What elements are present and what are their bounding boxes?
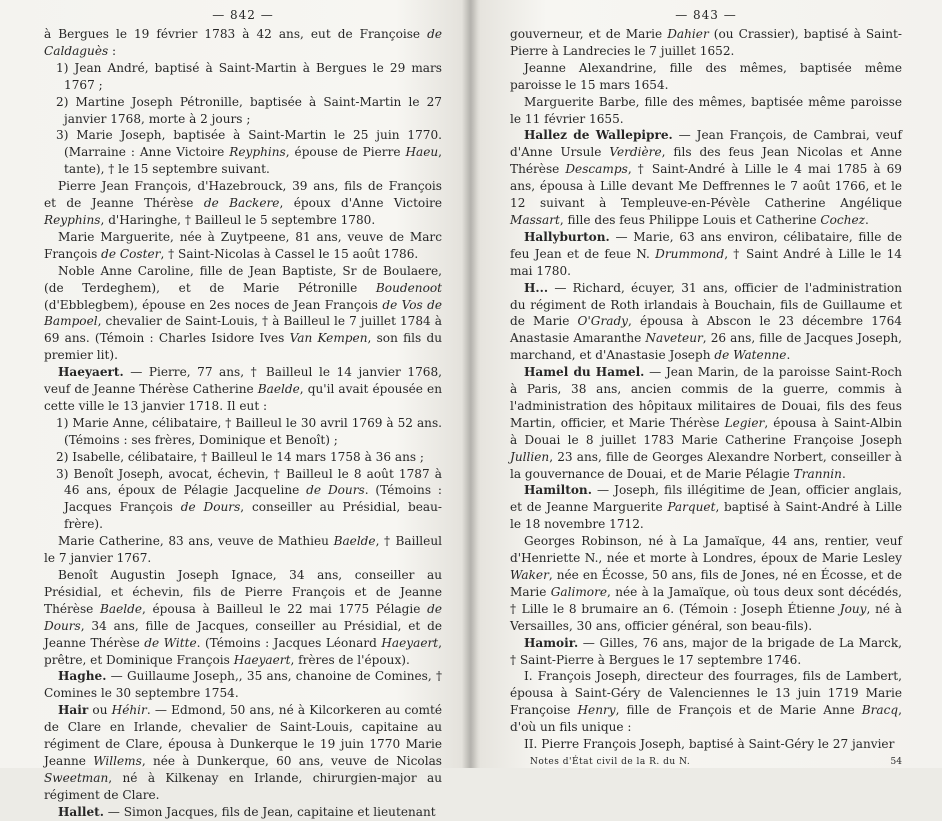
surname-text: Baelde [99,601,142,616]
book-gutter [462,0,478,768]
surname-text: Boudenoot [375,280,442,295]
text-run: (ou Crassier), baptisé à Saint-Pierre à Landrecies le 7 juillet 1652. [510,27,902,58]
text-run: Marguerite Barbe, fille des mêmes, baptisée même paroisse le 11 février 1655. [510,94,902,126]
surname-text: de Watenne [714,348,787,363]
text-run: — Gilles, 76 ans, major de la brigade de La Marck, † Saint-Pierre à Bergues le 17 septembre 1746. [510,635,902,667]
text-run: , né à Kilkenay en Irlande, chirurgien-major au régiment de Clare. [44,770,442,802]
text-run: — Simon Jacques, fils de Jean, capitaine et lieutenant [103,804,436,819]
text-run: — Guillaume Joseph,, 35 ans, chanoine de Comines, † Comines le 30 septembre 1754. [44,669,442,701]
surname-text: Massart [510,212,560,227]
text-run: (d'Ebblegbem), épouse en 2es noces de Jean François [44,297,383,312]
text-run: , † Saint André à Lille le 14 mai 1780. [510,246,902,278]
right-para [510,94,902,128]
surname-text: Dahier [667,27,709,41]
surname-text: de Caldaguès [44,27,442,58]
text-run: Jeanne Alexandrine, fille des mêmes, baptisée même paroisse le 15 mars 1654. [510,60,902,92]
right-entry-hamel [510,364,902,482]
text-run: . [841,466,846,481]
footer-note: Notes d'État civil de la R. du N. [530,756,691,767]
surname-text: Van Kempen [289,331,368,346]
surname-text: Baelde [257,382,300,397]
right-para [510,533,902,634]
page-footer [510,757,902,767]
text-run: , née à la Jamaïque, où tous deux sont décédés, † Lille le 8 brumaire an 6. (Témoin : Joseph Étienne [510,584,902,616]
text-run: , né à Versailles, 30 ans, officier général, son beau-fils). [510,601,902,633]
right-entry-hallez [510,127,902,228]
text-run: , frères de l'époux). [290,652,410,667]
right-para [510,60,902,94]
text-run: 2) Isabelle, célibataire, † Bailleul le 14 mars 1758 à 36 ans ; [56,449,425,464]
text-run: — Richard, écuyer, 31 ans, officier de l'administration du régiment de Roth irlandais à Bouchain, fils de Guillaume et de Marie [510,280,902,329]
surname-text: Sweetman [44,770,109,785]
text-run: , d'Haringhe, † Bailleul le 5 septembre 1780. [100,212,376,227]
text-run: II. Pierre François Joseph, baptisé à Saint-Géry le 27 janvier [524,737,895,752]
surname-text: Descamps [565,162,628,177]
left-page [44,8,442,821]
surname-text: Baelde [333,534,376,549]
text-run: , baptisé à Saint-André à Lille le 18 novembre 1712. [510,500,902,532]
text-run: ou [88,703,112,718]
text-run: , chevalier de Saint-Louis, † à Bailleul le 7 juillet 1784 à 69 ans. (Témoin : Charles Isidore Ives [44,314,442,346]
left-para [44,567,442,668]
surname-text: O'Grady [577,314,629,329]
right-para [510,736,902,753]
surname-text: de Coster [101,246,161,261]
text-run: Benoît Augustin Joseph Ignace, 34 ans, conseiller au Présidial, et échevin, fils de Pierre François et de Jeanne Thérèse [44,568,442,616]
surname-text: Galimore [550,584,608,599]
left-para [44,26,442,60]
left-para [44,60,442,94]
entry-headword: Hallyburton. [524,229,610,244]
surname-text: de Vos de Bampoel [44,297,442,329]
text-run: — Marie, 63 ans environ, célibataire, fille de feu Jean et de feue N. [510,229,902,261]
surname-text: Reyphins [44,212,101,227]
surname-text: Jouy [839,601,867,616]
entry-headword: Hallez de Wallepipre. [524,128,673,143]
left-entry-hallet [44,804,442,821]
surname-text: Waker [510,568,549,582]
text-run: à Bergues le 19 février 1783 à 42 ans, eut de Françoise [44,27,428,41]
text-run: . [786,348,791,363]
text-run: , 34 ans, fille de Jacques, conseiller au Présidial, et de Jeanne Thérèse [44,618,442,650]
right-entry-hamilton [510,482,902,533]
surname-text: Bracq [861,703,899,718]
text-run: , fils des feus Jean Nicolas et Anne Thérèse [510,145,902,177]
surname-text: Haeu [405,145,439,160]
text-run: . (Témoins : Jacques François [64,483,442,515]
text-run: — Joseph, fils illégitime de Jean, officier anglais, et de Jeanne Marguerite [510,483,902,515]
text-run: , conseiller au Présidial, beau-frère). [64,500,443,532]
left-para [44,178,442,229]
entry-headword: Hair [58,703,89,718]
text-run: , époux d'Anne Victoire [279,196,443,211]
text-run: Marie Marguerite, née à Zuytpeene, 81 ans, veuve de Marc François [44,229,442,261]
left-para [44,533,442,567]
right-page-body [510,26,902,753]
right-entry-hallyburton [510,229,902,280]
signature-mark: 54 [890,756,902,767]
text-run: . [865,212,869,227]
left-para [44,229,442,263]
entry-headword: Hamoir. [524,635,579,650]
text-run: Georges Robinson, né à La Jamaïque, 44 ans, rentier, veuf d'Henriette N., née et morte à Londres, époux de Marie Lesley [510,534,902,566]
text-run: . — Edmond, 50 ans, né à Kilcorkeren au comté de Clare en Irlande, chevalier de Saint-Louis, capitaine au régiment de Clare, épousa à Dunkerque le 19 juin 1770 Marie Jeanne [44,703,443,768]
text-run: gouverneur, et de Marie [510,27,668,41]
surname-text: Haeyaert [381,635,439,650]
right-entry-hamoir [510,635,902,669]
text-run: , † Saint-Nicolas à Cassel le 15 août 1786. [160,246,419,261]
surname-text: de Backere [203,196,280,211]
left-para [44,94,442,128]
left-para [44,449,442,466]
text-run: — Jean Marin, de la paroisse Saint-Roch à Paris, 38 ans, ancien commis de la guerre, commis à l'administration des hôpitaux militaires de Douai, fils des feus Martin, officier, et Marie Thérèse [510,365,903,430]
text-run: , † Saint-André à Lille le 4 mai 1785 à 69 ans, épousa à Lille devant Me Deffrennes le 7 août 1766, et le 12 suivant à Templeuve-en-Pévèle Catherine Angélique [510,162,902,211]
surname-text: Haeyaert [233,652,291,667]
entry-headword: Hamilton. [524,483,592,498]
text-run: . (Témoins : Jacques Léonard [196,635,382,650]
surname-text: Trannin [793,466,842,481]
text-run: , son fils du premier lit). [44,331,442,363]
text-run: 3) Marie Joseph, baptisée à Saint-Martin le 25 juin 1770. (Marraine : Anne Victoire [56,128,442,160]
text-run: , née à Dunkerque, 60 ans, veuve de Nicolas [141,753,442,768]
text-run: — Pierre, 77 ans, † Bailleul le 14 janvier 1768, veuf de Jeanne Thérèse Catherine [44,365,442,397]
text-run: 3) Benoît Joseph, avocat, échevin, † Bailleul le 8 août 1787 à 46 ans, époux de Pélagie Jacqueline [56,466,442,498]
left-para [44,263,442,364]
surname-text: de Dours [306,483,365,498]
text-run: , épouse de Pierre [285,145,406,160]
surname-text: de Dours [44,601,442,633]
left-page-body [44,26,442,821]
right-page [510,8,902,767]
text-run: , épousa à Abscon le 23 décembre 1764 Anastasie Amaranthe [510,314,902,346]
text-run: Marie Catherine, 83 ans, veuve de Mathieu [58,534,334,549]
entry-headword: Haghe. [58,669,107,684]
surname-text: Héhir [111,703,147,718]
text-run: , épousa à Saint-Albin à Douai le 8 juillet 1783 Marie Catherine Françoise Joseph [510,415,902,447]
right-para [510,26,902,60]
surname-text: de Witte [144,635,197,650]
left-para [44,466,442,534]
text-run: , née en Écosse, 50 ans, fils de Jones, né en Écosse, et de Marie [510,568,902,599]
text-run: , prêtre, et Dominique François [44,635,442,667]
text-run: , 26 ans, fille de Jacques Joseph, marchand, et d'Anastasie Joseph [510,331,902,363]
text-run: 2) Martine Joseph Pétronille, baptisée à Saint-Martin le 27 janvier 1768, morte à 2 jours ; [56,94,442,126]
text-run: , qu'il avait épousée en cette ville le 13 janvier 1718. Il eut : [44,382,442,413]
surname-text: Naveteur [645,331,703,346]
left-para [44,127,442,178]
page-number-left: — 842 — [212,8,274,22]
left-entry-hair [44,702,442,803]
text-run: , épousa à Bailleul le 22 mai 1775 Pélagie [142,601,428,616]
left-para [44,415,442,449]
surname-text: Reyphins [229,145,286,160]
text-run: , tante), † le 15 septembre suivant. [64,145,442,177]
surname-text: Drummond [655,246,725,261]
text-run: Pierre Jean François, d'Hazebrouck, 39 ans, fils de François et de Jeanne Thérèse [44,179,442,211]
surname-text: Henry [577,703,616,718]
page-number-right: — 843 — [675,8,737,22]
left-entry-haeyaert [44,364,442,415]
surname-text: Willems [93,753,142,768]
text-run: : [108,43,117,58]
text-run: , † Bailleul le 7 janvier 1767. [44,534,442,566]
text-run: Noble Anne Caroline, fille de Jean Baptiste, Sr de Boulaere, (de Terdeghem), et de Marie Pétronille [44,263,442,295]
entry-headword: Hallet. [58,804,104,819]
text-run: , fille de François et de Marie Anne [615,703,862,718]
right-entry-h [510,280,902,365]
left-entry-haghe [44,668,442,702]
surname-text: Parquet [667,500,716,515]
surname-text: Verdière [609,145,662,160]
entry-headword: Haeyaert. [58,365,124,380]
text-run: , fille des feus Philippe Louis et Catherine [559,212,821,227]
text-run: — Jean François, de Cambrai, veuf d'Anne Ursule [510,128,902,160]
text-run: , d'où un fils unique : [510,703,902,735]
surname-text: Cochez [820,212,866,227]
text-run: , 23 ans, fille de Georges Alexandre Norbert, conseiller à la gouvernance de Douai, et de Marie Pélagie [510,449,902,481]
entry-headword: H... [524,280,549,295]
surname-text: Jullien [510,449,550,464]
text-run: 1) Jean André, baptisé à Saint-Martin à Bergues le 29 mars 1767 ; [56,60,442,92]
surname-text: de Dours [180,500,241,515]
text-run: 1) Marie Anne, célibataire, † Bailleul le 30 avril 1769 à 52 ans. (Témoins : ses frères, Dominique et Benoît) ; [56,415,442,447]
text-run: I. François Joseph, directeur des fourrages, fils de Lambert, épousa à Saint-Géry de Valenciennes le 13 juin 1719 Marie Françoise [510,669,902,718]
right-para [510,668,902,736]
surname-text: Legier [724,415,765,430]
entry-headword: Hamel du Hamel. [524,365,645,380]
